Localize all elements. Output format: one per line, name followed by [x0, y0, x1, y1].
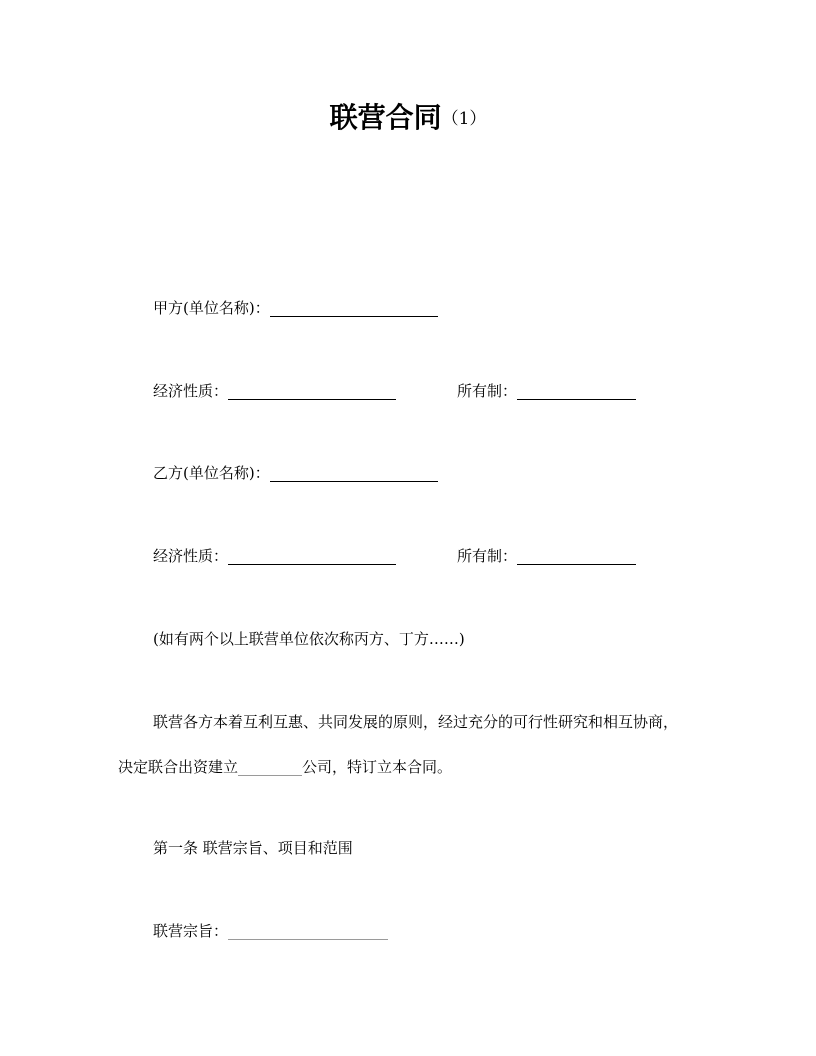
party-b-nature-label: 经济性质：: [153, 547, 229, 565]
preamble-line-1: 联营各方本着互利互惠、共同发展的原则，经过充分的可行性研究和相互协商，: [153, 713, 679, 731]
party-a-ownership-row: [457, 381, 636, 401]
purpose-blank[interactable]: [228, 923, 388, 940]
purpose-label: 联营宗旨：: [153, 922, 229, 940]
preamble-line-2-after: 公司，特订立本合同。: [302, 758, 453, 776]
party-b-row: [153, 463, 438, 483]
preamble-line-2: [118, 757, 452, 777]
party-b-ownership-blank[interactable]: [517, 548, 636, 565]
party-a-name-blank[interactable]: [270, 300, 438, 317]
company-name-blank[interactable]: [238, 759, 302, 776]
document-title: [0, 96, 816, 141]
party-b-ownership-row: [457, 546, 636, 566]
party-b-ownership-label: 所有制：: [457, 547, 518, 565]
party-b-nature-blank[interactable]: [228, 548, 396, 565]
party-a-ownership-blank[interactable]: [517, 383, 636, 400]
party-b-label: 乙方(单位名称)：: [153, 464, 270, 482]
title-suffix: （1）: [441, 109, 487, 129]
purpose-row: [153, 921, 388, 941]
party-b-nature-row: [153, 546, 396, 566]
party-a-label: 甲方(单位名称)：: [153, 299, 270, 317]
preamble-line-2-before: 决定联合出资建立: [118, 758, 239, 776]
article-1-heading: 第一条 联营宗旨、项目和范围: [153, 839, 353, 857]
party-a-ownership-label: 所有制：: [457, 382, 518, 400]
party-a-nature-blank[interactable]: [228, 383, 396, 400]
additional-parties-note: (如有两个以上联营单位依次称丙方、丁方……): [153, 630, 465, 648]
party-a-nature-row: [153, 381, 396, 401]
title-text: 联营合同: [329, 101, 442, 134]
party-b-name-blank[interactable]: [270, 465, 438, 482]
party-a-nature-label: 经济性质：: [153, 382, 229, 400]
party-a-row: [153, 298, 438, 318]
